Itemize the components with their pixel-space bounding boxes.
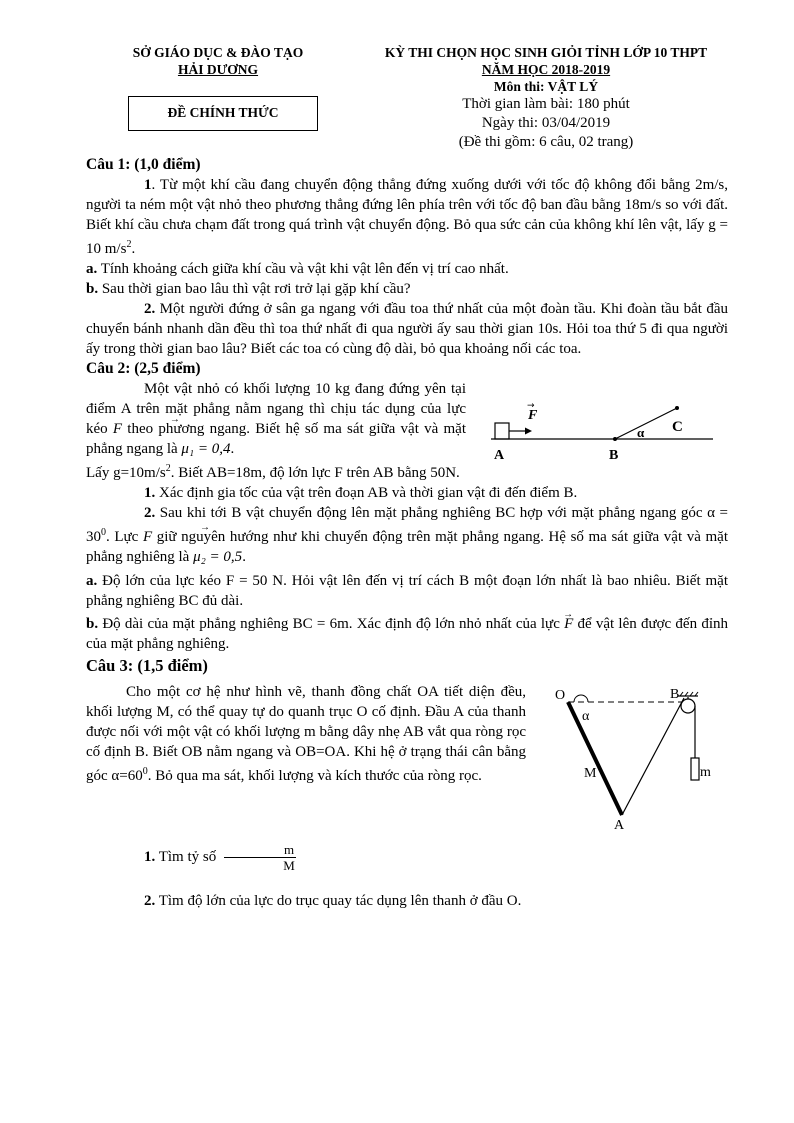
angle-arc (574, 695, 588, 702)
school-year: NĂM HỌC 2018-2019 (481, 62, 611, 77)
header-right (358, 44, 734, 152)
exam-date: Ngày thi: 03/04/2019 (481, 115, 611, 131)
q2-b (86, 614, 728, 654)
q3-part2-num: 2. (144, 893, 156, 909)
string-ab (622, 698, 684, 815)
pulley-b (681, 699, 695, 713)
q2-part2-text-b: . Lực (106, 529, 143, 545)
mass-m-block (691, 758, 699, 780)
q3-title: Câu 3: (1,5 điểm) (86, 656, 208, 675)
fig-a-label-2: A (614, 818, 625, 833)
fig-m-small-label: m (700, 765, 711, 780)
subject: Môn thi: VẬT LÝ (493, 79, 599, 94)
q2-b-text-2: để vật lên được đến đỉnh của mặt phẳng nghiêng. (86, 616, 728, 652)
q3-part2-text: Tìm độ lớn của lực do trục quay tác dụng lên thanh ở đầu O. (155, 893, 522, 909)
q2-intro-1: Một vật nhỏ có khối lượng 10 kg đang đứng yên tại điểm A trên mặt phẳng nằm ngang thì chịu tác dụng của lực kéo (86, 381, 466, 437)
q3-part1-num: 1. (144, 848, 156, 865)
force-f-symbol-2: → F (143, 529, 152, 545)
q1-part2 (86, 299, 728, 359)
q2-part1 (86, 483, 728, 503)
mu2-value: μ₂ = 0,5 (193, 549, 243, 565)
q2-part2-text-c: giữ nguyên hướng như khi chuyển động trên mặt phẳng ngang. Hệ số ma sát giữa vật và mặt phẳng nghiêng là (86, 529, 728, 565)
province-name: HẢI DƯƠNG (177, 62, 259, 77)
q1-a (86, 259, 728, 279)
q3-intro-sup: 0 (142, 766, 148, 777)
q2-a-text: Độ lớn của lực kéo F = 50 N. Hỏi vật lên đến vị trí cách B một đoạn lớn nhất là bao nhiêu. Biết mặt phẳng nghiêng BC đủ dài. (86, 573, 728, 609)
q1-b-text: Sau thời gian bao lâu thì vật rơi trở lại gặp khí cầu? (98, 281, 411, 297)
q1-b (86, 279, 728, 299)
mu1-value: μ₁ = 0,4 (181, 441, 231, 457)
q2-intro-3-sup: 2 (165, 463, 171, 474)
exam-content (86, 155, 728, 911)
q2-a-label: a. (86, 573, 98, 589)
fig-b-label-2: B (670, 687, 680, 702)
q3-part1-text: Tìm tỷ số (155, 848, 220, 865)
q1-part2-num: 2. (144, 301, 156, 317)
q3-intro-a: Cho một cơ hệ như hình vẽ, thanh đồng chất OA tiết diện đều, khối lượng M, có thể quay tự do quanh trục O cố định. Đầu A của thanh được nối với một vật có khối lượng m bằng dây nhẹ AB vắt qua ròng rọc cố định B. Biết OB nằm ngang và OB=OA. Khi hệ ở trạng thái cân bằng góc α=60 (86, 684, 526, 784)
force-f-symbol: → F (113, 421, 122, 437)
rod-pulley-figure (555, 680, 740, 835)
q1-b-label: b. (86, 281, 99, 297)
fig-alpha-label: α (637, 425, 645, 440)
force-arrow-head (525, 428, 532, 435)
fig-f-label: F (528, 408, 538, 423)
ratio-denominator: M (283, 858, 295, 873)
q1-a-text: Tính khoảng cách giữa khí cầu và vật khi vật lên đến vị trí cao nhất. (97, 261, 509, 277)
exam-time: Thời gian làm bài: 180 phút (462, 96, 630, 112)
fig-o-label: O (555, 688, 566, 703)
q1-part2-text: Một người đứng ở sân ga ngang với đầu toa thứ nhất của một đoàn tầu. Khi đoàn tầu bắt đầu chuyển bánh nhanh dần đều thì toa thứ nhất đi qua người ấy sau thời gian 10s. Hỏi toa thứ 5 đi qua người ấy trong thời gian bao lâu? Biết các toa có cùng độ dài, bỏ qua khoảng nối các toa. (86, 301, 728, 357)
point-b-dot (613, 437, 617, 441)
q1-a-label: a. (86, 261, 98, 277)
rod-oa (568, 702, 622, 815)
incline-plane-figure (491, 389, 721, 465)
q2-title: Câu 2: (2,5 điểm) (86, 360, 201, 377)
q2-b-text-1: Độ dài của mặt phẳng nghiêng BC = 6m. Xác định độ lớn nhỏ nhất của lực (98, 616, 565, 632)
dept-name: SỞ GIÁO DỤC & ĐÀO TẠO (132, 45, 304, 60)
q1-title: Câu 1: (1,0 điểm) (86, 156, 201, 173)
header-left (108, 44, 328, 78)
q1-part1-num: 1 (144, 177, 152, 193)
fig-f-vector-mark: → (527, 401, 535, 411)
fig-m-big-label: M (584, 766, 597, 781)
exam-note: (Đề thi gồm: 6 câu, 02 trang) (458, 134, 634, 150)
force-f-symbol-3: → F (564, 616, 573, 632)
q2-intro: Một vật nhỏ có khối lượng 10 kg đang đứng yên tại điểm A trên mặt phẳng nằm ngang thì chịu tác dụng của lực kéo → F theo phương ngang. Biết hệ số ma sát giữa vật và mặt phẳng ngang là μ₁ = 0,4. (86, 379, 466, 459)
q3-intro-b: . Bỏ qua ma sát, khối lượng và kích thước của ròng rọc. (147, 768, 482, 784)
q2-part2: 2. Sau khi tới B vật chuyển động lên mặt phẳng nghiêng BC hợp với mặt phẳng ngang góc $\alpha = 30^0$. Lực → F giữ nguyên hướng như khi chuyển động trên mặt phẳng ngang. Hệ số ma sát giữa vật và mặt phẳng nghiêng là μ₂ = 0,5. (86, 503, 728, 567)
fig-alpha-label-2: α (582, 709, 590, 724)
block-body (495, 423, 509, 439)
incline-plane-line (615, 408, 677, 439)
q1-part1: 1. Từ một khí cầu đang chuyển động thẳng đứng xuống dưới với tốc độ không đổi bằng 2m/s, người ta ném một vật nhỏ theo phương thẳng đứng lên phía trên với tốc độ ban đầu bằng 18m/s so với đất. Biết khí cầu chưa chạm đất trong quá trình vật chuyển động. Bỏ qua sức cản của không khí lên vật, lấy g = 10 $m/s^2$. (86, 177, 728, 257)
q2-intro-block (86, 379, 728, 463)
fig-c-label: C (672, 419, 683, 435)
q1-part1-sup: 2 (126, 239, 132, 250)
fig-b-label: B (609, 448, 619, 463)
q2-part1-text: Xác định gia tốc của vật trên đoạn AB và thời gian vật đi đến điểm B. (155, 485, 578, 501)
point-c-dot (675, 406, 679, 410)
q3-intro (86, 682, 526, 786)
ratio-numerator: m (224, 842, 296, 858)
q2-a (86, 571, 728, 611)
q2-part2-text-a: Sau khi tới B vật chuyển động lên mặt phẳng nghiêng BC hợp với mặt phẳng ngang góc α = 30 (86, 505, 728, 545)
q3-block (86, 682, 728, 912)
q2-part2-sup: 0 (101, 527, 106, 538)
q2-part2-num: 2. (144, 505, 156, 521)
q2-part1-num: 1. (144, 485, 156, 501)
q1-part1-text: . Từ một khí cầu đang chuyển động thẳng đứng xuống dưới với tốc độ không đổi bằng 2m/s, người ta ném một vật nhỏ theo phương thẳng đứng lên phía trên với tốc độ ban đầu bằng 18m/s so với đất. Biết khí cầu chưa chạm đất trong quá trình vật chuyển động. Bỏ qua sức cản của không khí lên vật, lấy g = 10 m/s (86, 177, 728, 257)
q2-intro-2: theo phương ngang. Biết hệ số ma sát giữa vật và mặt phẳng ngang là (86, 421, 466, 457)
fig-a-label: A (494, 448, 505, 463)
q2-intro-4: . Biết AB=18m, độ lớn lực F trên AB bằng 50N. (170, 465, 460, 481)
official-stamp-box: ĐỀ CHÍNH THỨC (128, 96, 318, 131)
exam-title: KỲ THI CHỌN HỌC SINH GIỎI TỈNH LỚP 10 THPT (384, 45, 708, 60)
q2-b-label: b. (86, 616, 99, 632)
q2-intro-3: Lấy g=10m/s (86, 465, 166, 481)
